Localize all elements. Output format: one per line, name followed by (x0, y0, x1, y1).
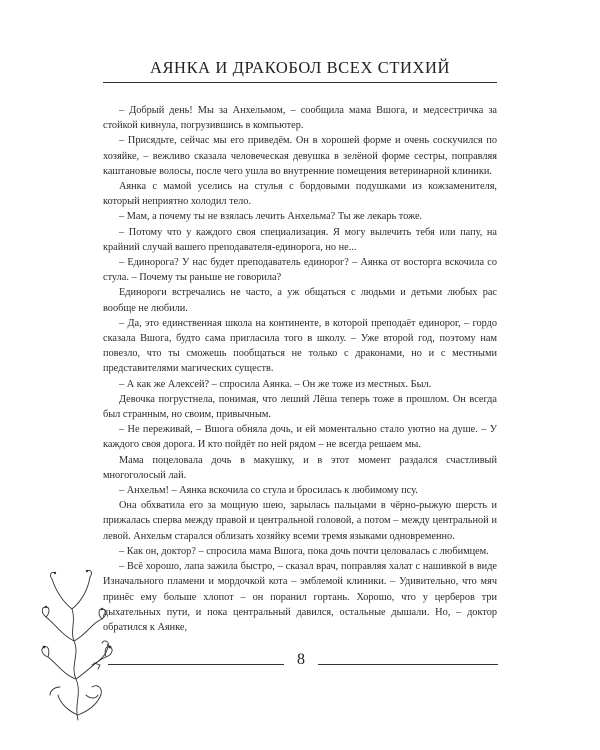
footer-rule-right (318, 664, 498, 665)
paragraph: – Да, это единственная школа на континенте, в которой преподаёт единорог, – гордо сказала Вшога, будто сама пригласила того в школу. – Уже второй год, поэтому нам повезло, что ты сможешь пообщаться не только с драконами, но и с местными представителями магических существ. (103, 317, 497, 375)
page-number: 8 (297, 651, 305, 668)
header-rule (103, 82, 497, 83)
paragraph: – Не переживай, – Вшога обняла дочь, и ей моментально стало уютно на душе. – У каждого своя дорога. И кто пойдёт по ней рядом – не всегда решаем мы. (103, 424, 497, 451)
paragraph: – Присядьте, сейчас мы его приведём. Он в хорошей форме и очень соскучился по хозяйке, – вежливо сказала человеческая девушка в зелёной форме сестры, поправляя каштановые волосы, после чего ушла во внутренние помещения ветеринарной клиники. (103, 135, 497, 177)
page-header-title: АЯНКА И ДРАКОБОЛ ВСЕХ СТИХИЙ (149, 58, 451, 77)
paragraph: Мама поцеловала дочь в макушку, и в этот момент раздался счастливый многоголосый лай. (103, 454, 497, 481)
paragraph: Единороги встречались не часто, а уж общаться с людьми и детьми любых рас вообще не любили. (103, 287, 497, 314)
footer-rule-left (108, 664, 284, 665)
paragraph: – Как он, доктор? – спросила мама Вшога, пока дочь почти целовалась с любимцем. (119, 545, 489, 557)
paragraph: Аянка с мамой уселись на стулья с бордовыми подушками из кожзаменителя, который неприятно холодил тело. (103, 181, 497, 208)
paragraph: Девочка погрустнела, понимая, что леший Лёша теперь тоже в прошлом. Он всегда был странным, но своим, привычным. (103, 393, 497, 421)
paragraph: – Потому что у каждого своя специализация. Я могу вылечить тебя или папу, на крайний случай вашего преподавателя-единорога, но не... (103, 226, 497, 253)
paragraph: – Всё хорошо, лапа зажила быстро, – сказал врач, поправляя халат с нашивкой в виде Изначального пламени и мордочкой кота – эмблемой клиники. – Удивительно, что мяч принёс ему больше хлопот – он поранил гортань. Хорошо, что у церберов три дыхательных пути, и пока центральный давился, остальные дышали. Но, – доктор обратился к Аянке, (103, 561, 497, 633)
paragraph: Она обхватила его за мощную шею, зарылась пальцами в чёрно-рыжую шерсть и прижалась сперва между правой и центральной головой, а потом – между центральной и левой. Анхельм старался облизать хозяйку всеми тремя языками одновременно. (103, 500, 497, 542)
paragraph: – Анхельм! – Аянка вскочила со стула и бросилась к любимому псу. (119, 485, 418, 497)
paragraph: – Единорога? У нас будет преподаватель единорог? – Аянка от восторга вскочила со стула. – Почему ты раньше не говорила? (103, 257, 497, 284)
paragraph: – Добрый день! Мы за Анхельмом, – сообщила мама Вшога, и медсестричка за стойкой кивнула, погрузившись в компьютер. (103, 105, 497, 132)
paragraph: – Мам, а почему ты не взялась лечить Анхельма? Ты же лекарь тоже. (119, 211, 423, 223)
body-text (103, 103, 497, 635)
paragraph: – А как же Алексей? – спросила Аянка. – Он же тоже из местных. Был. (119, 378, 432, 390)
floral-dragon-ornament-icon (30, 565, 130, 725)
